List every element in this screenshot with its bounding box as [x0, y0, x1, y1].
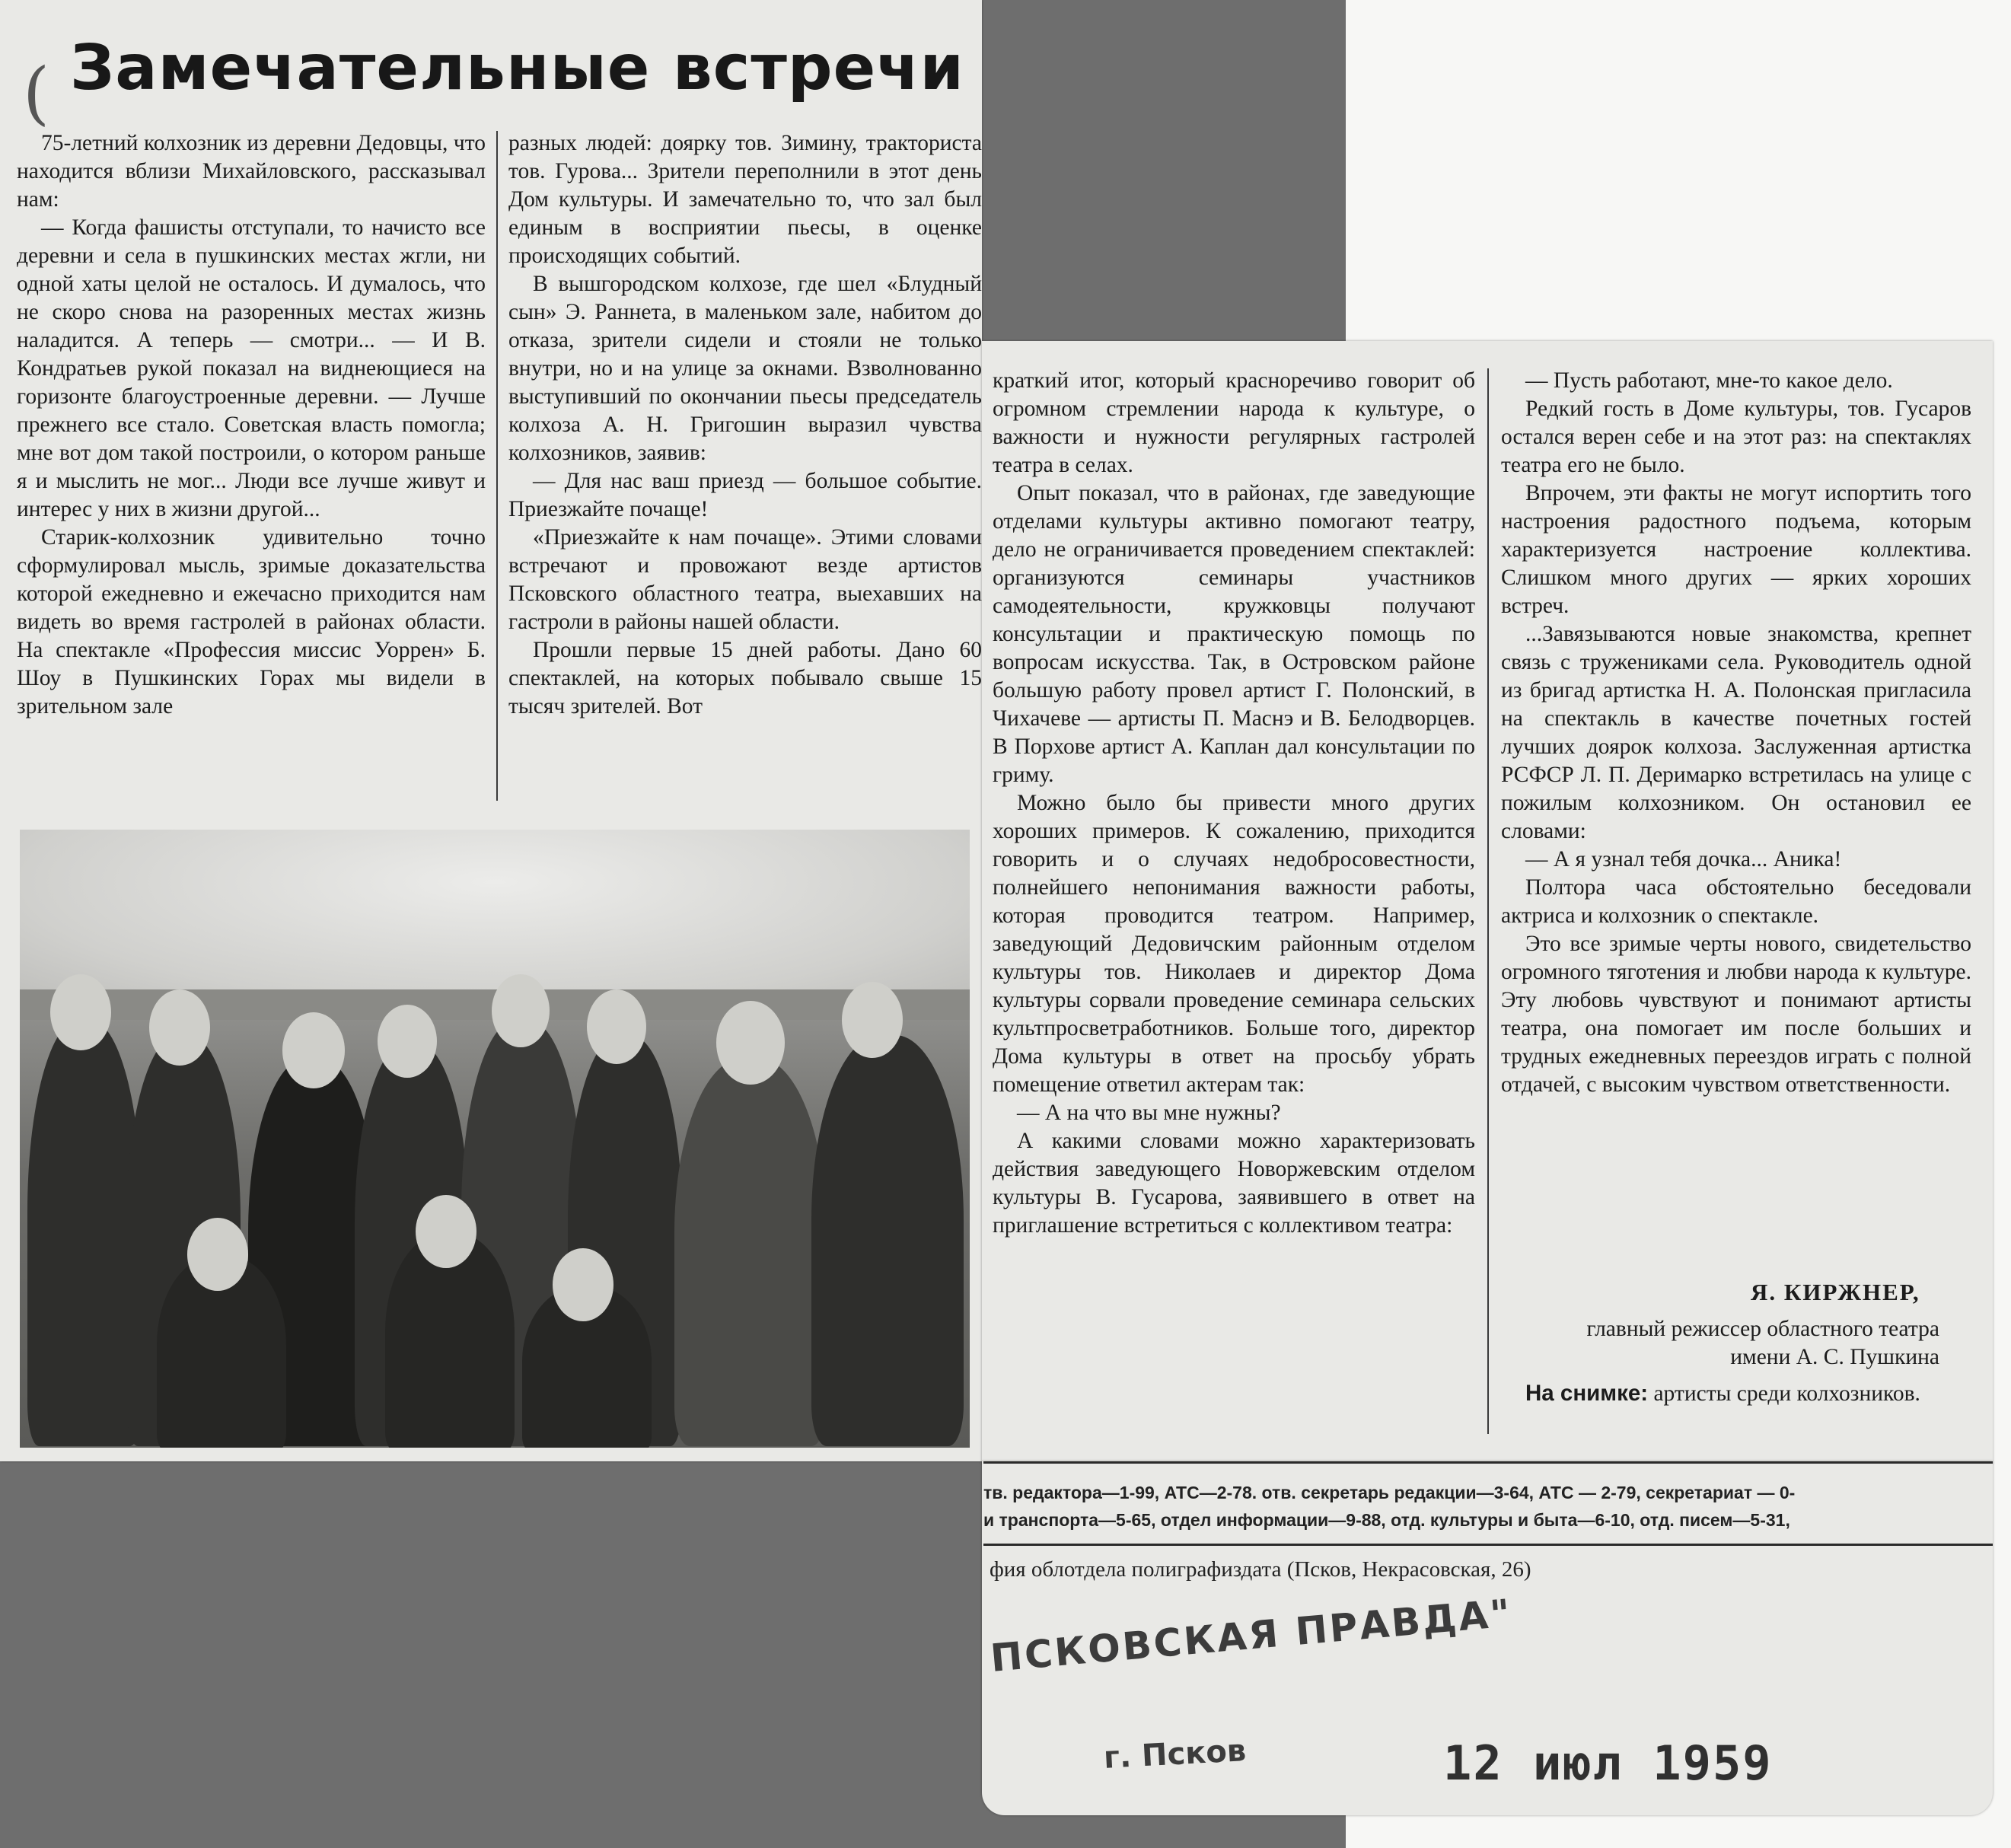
column-2 — [508, 129, 982, 721]
photo-caption — [1501, 1379, 1971, 1408]
paragraph: Полтора часа обстоятельно беседовали актриса и колхозник о спектакле. — [1501, 875, 1971, 928]
paragraph: ...Завязываются новые знакомства, крепнет связь с тружениками села. Руководитель одной из бригад артистка Н. А. Полонская пригласила на спектакль в качестве почетных гостей лучших доярок колхоза. Заслуженная артистка РСФСР Л. П. Деримарко встретилась на улице с пожилым колхозником. Он остановил ее словами: — [1501, 622, 1971, 843]
photo-person — [27, 1020, 142, 1446]
date-stamp: 12 июл 1959 — [1443, 1735, 1773, 1791]
paragraph: 75-летний колхозник из деревни Дедовцы, что находится вблизи Михайловского, рассказывал нам: — [17, 131, 486, 212]
footer-phones-1: тв. редактора—1-99, АТС—2-78. отв. секретарь редакции—3-64, АТС — 2-79, секретариат — 0- — [983, 1483, 1796, 1502]
paragraph: Можно было бы привести много других хороших примеров. К сожалению, приходится говорить и о случаях недобросовестности, полнейшего непонимания важности работы, которая проводится театром. Например, заведующий Дедовичским районным отделом культуры тов. Николаев и директор Дома культуры сорвали проведение семинара сельских культпросветработников. Больше того, директор Дома культуры в ответ на просьбу убрать помещение ответил актерам так: — [993, 791, 1475, 1097]
paragraph: краткий итог, который красноречиво говорит об огромном стремлении народа к культуре, о важности и нужности регулярных гастролей театра в селах. — [993, 368, 1475, 477]
column-divider — [1487, 368, 1489, 1434]
author-role: главный режиссер областного театра имени А. С. Пушкина — [1586, 1317, 1939, 1369]
photo-face — [50, 974, 111, 1050]
paragraph: — А на что вы мне нужны? — [1017, 1101, 1281, 1125]
photo-face — [282, 1012, 345, 1088]
photo-face — [553, 1248, 613, 1321]
paragraph: Впрочем, эти факты не могут испортить того настроения радостного подъема, которым характеризуется настроение коллектива. Слишком много других — ярких хороших встреч. — [1501, 481, 1971, 618]
printer-imprint: фия облотдела полиграфиздата (Псков, Некрасовская, 26) — [990, 1557, 1531, 1582]
photo-face — [842, 982, 903, 1058]
photo-face — [587, 989, 646, 1064]
paragraph: Это все зримые черты нового, свидетельство огромного тяготения и любви народа к культуре. Эту любовь чувствуют и понимают артисты театра, она помогает им после больших и трудных ежедневных переездов играть с полной отдачей, с высоким чувством ответственности. — [1501, 932, 1971, 1097]
paragraph: Старик-колхозник удивительно точно сформулировал мысль, зримые доказательства которой ежедневно и ежечасно приходится нам видеть во время гастролей в районах области. На спектакле «Профессия миссис Уоррен» Б. Шоу в Пушкинских Горах мы видели в зрительном зале — [17, 525, 486, 718]
photo-face — [416, 1195, 476, 1268]
paragraph: «Приезжайте к нам почаще». Этими словами встречают и провожают везде артистов Псковского областного театра, выехавших на гастроли в районы нашей области. — [508, 525, 982, 634]
article-photo — [20, 830, 970, 1448]
caption-label: На снимке: — [1525, 1381, 1649, 1406]
footer-phones-2: и транспорта—5-65, отдел информации—9-88, отд. культуры и быта—6-10, отд. писем—5-31, — [983, 1510, 1790, 1530]
newspaper-stamp-name: ПСКОВСКАЯ ПРАВДА" — [988, 1591, 1515, 1681]
column-4 — [1501, 367, 1971, 1099]
newspaper-stamp-city: г. Псков — [1102, 1733, 1248, 1776]
photo-face — [378, 1005, 437, 1078]
headline-ornament: ( — [23, 53, 50, 133]
paragraph: Редкий гость в Доме культуры, тов. Гусаров остался верен себе и на этот раз: на спектаклях театра его не было. — [1501, 397, 1971, 477]
author-name: Я. КИРЖНЕР, — [1751, 1279, 1920, 1305]
photo-face — [492, 974, 550, 1047]
paragraph: В вышгородском колхозе, где шел «Блудный сын» Э. Раннета, в маленьком зале, набитом до отказа, зрители сидели и стояли не только внутри, но и на улице за окнами. Взволнованно выступивший по окончании пьесы председатель колхоза А. Н. Григошин выразил чувства колхозников, заявив: — [508, 272, 982, 465]
paragraph: А какими словами можно характеризовать действия заведующего Новоржевским отделом культуры В. Гусарова, заявившего в ответ на приглашение встретиться с коллективом театра: — [993, 1129, 1475, 1238]
article-headline: Замечательные встречи — [70, 32, 964, 104]
column-1 — [17, 129, 486, 721]
paragraph: разных людей: доярку тов. Зимину, тракториста тов. Гурова... Зрители переполнили в этот день Дом культуры. И замечательно то, что зал был единым в восприятии пьесы, в оценке происходящих событий. — [508, 131, 982, 268]
photo-person — [674, 1058, 827, 1446]
photo-person — [811, 1035, 964, 1446]
paragraph: — Для нас ваш приезд — большое событие. Приезжайте почаще! — [508, 469, 982, 521]
paragraph: — А я узнал тебя дочка... Аника! — [1525, 847, 1842, 871]
caption-text: артисты среди колхозников. — [1648, 1381, 1920, 1406]
photo-sky — [20, 830, 970, 1005]
paragraph: — Пусть работают, мне-то какое дело. — [1525, 368, 1893, 393]
paragraph: Прошли первые 15 дней работы. Дано 60 спектаклей, на которых побывало свыше 15 тысяч зрителей. Вот — [508, 638, 982, 718]
column-divider — [496, 131, 498, 801]
paragraph: Опыт показал, что в районах, где заведующие отделами культуры активно помогают театру, дело не ограничивается проведением спектаклей: организуются семинары участников самодеятельности, кружковцы получают консультации и практическую помощь по вопросам искусства. Так, в Островском районе большую работу провел артист Г. Полонский, в Чихачеве — артисты П. Маснэ и В. Белодворцев. В Порхове артист А. Каплан дал консультации по гриму. — [993, 481, 1475, 787]
footer-rule-top — [983, 1461, 1993, 1464]
photo-face — [716, 1001, 785, 1085]
column-3 — [993, 367, 1475, 1240]
photo-face — [187, 1218, 248, 1291]
paragraph: — Когда фашисты отступали, то начисто все деревни и села в пушкинских местах жгли, ни одной хаты целой не осталось. И думалось, что не скоро снова на разоренных местах жизнь наладится. А теперь — смотри... — И В. Кондратьев рукой показал на виднеющиеся на горизонте благоустроенные деревни. — Лучше прежнего все стало. Советская власть помогла; мне вот дом такой построили, о котором раньше я и мыслить не мог... Люди все лучше живут и интерес у них в жизни другой... — [17, 215, 486, 521]
footer-rule-bottom — [983, 1544, 1993, 1546]
photo-face — [149, 989, 210, 1066]
